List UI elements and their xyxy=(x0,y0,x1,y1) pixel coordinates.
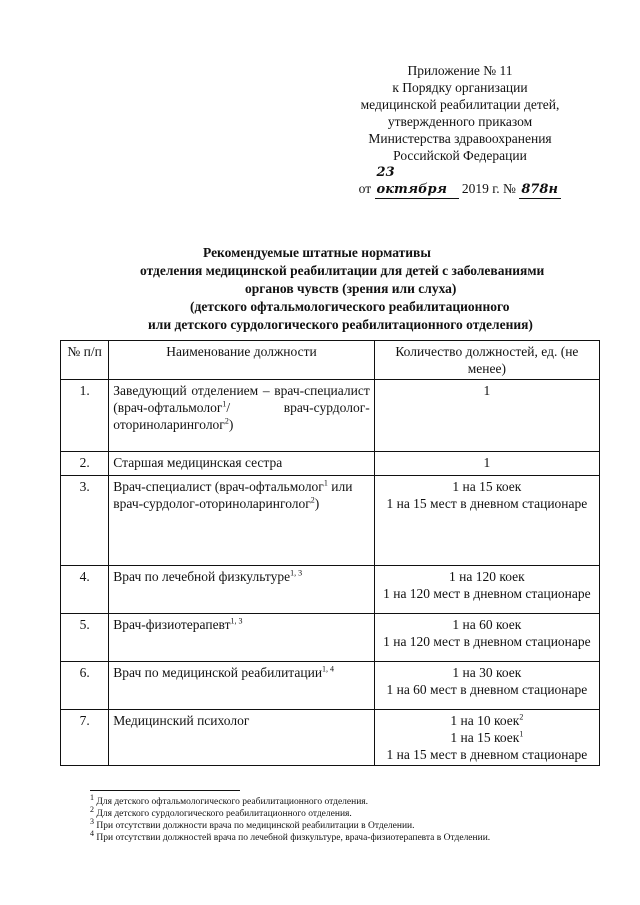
position-quantity xyxy=(374,380,599,452)
footnote-item xyxy=(90,792,610,808)
quantity-line xyxy=(379,664,595,681)
quantity-text: 1 xyxy=(483,383,491,398)
footnote-text: При отсутствии должности врача по медицинской реабилитации в Отделении. xyxy=(94,821,415,831)
quantity-line xyxy=(379,454,595,471)
quantity-text: 1 на 120 мест в дневном стационаре xyxy=(383,634,591,649)
quantity-text: 1 на 60 мест в дневном стационаре xyxy=(386,682,588,697)
date-year: 2019 г. № xyxy=(461,181,516,196)
footnote-text: Для детского сурдологического реабилитационного отделения. xyxy=(94,809,352,819)
title-line: или детского сурдологического реабилитационного отделения) xyxy=(148,317,533,332)
footnote-ref: 1, 3 xyxy=(290,568,303,578)
footnote-item xyxy=(90,816,610,832)
footnote-text: Для детского офтальмологического реабилитационного отделения. xyxy=(94,797,369,807)
document-title xyxy=(60,244,620,334)
footnote-mark: 3 xyxy=(90,816,94,826)
table-row xyxy=(61,662,600,710)
table-body xyxy=(61,380,600,766)
quantity-text: 1 на 120 коек xyxy=(449,569,525,584)
quantity-line xyxy=(379,712,595,729)
quantity-line xyxy=(379,729,595,746)
quantity-text: 1 на 15 мест в дневном стационаре xyxy=(386,496,588,511)
quantity-line xyxy=(379,681,595,698)
footnote-ref: 1, 3 xyxy=(230,616,243,626)
position-name-text: Медицинский психолог xyxy=(113,713,250,728)
row-number: 7. xyxy=(61,710,109,766)
quantity-text: 1 на 15 мест в дневном стационаре xyxy=(386,747,588,762)
footnote-ref: 1 xyxy=(323,478,328,488)
quantity-line xyxy=(379,633,595,650)
table-header-row xyxy=(61,341,600,380)
position-name xyxy=(109,614,374,662)
quantity-text: 1 на 10 коек xyxy=(450,713,520,728)
position-name xyxy=(109,476,374,566)
position-name-text: Врач по медицинской реабилитации xyxy=(113,665,323,680)
quantity-text: 1 на 30 коек xyxy=(452,665,522,680)
position-name-text: Врач по лечебной физкультуре xyxy=(113,569,291,584)
table-row xyxy=(61,710,600,766)
handwritten-order-number: 878н xyxy=(519,181,561,199)
quantity-line xyxy=(379,746,595,763)
position-name xyxy=(109,566,374,614)
title-line: отделения медицинской реабилитации для детей с заболеваниями xyxy=(140,263,545,278)
quantity-text: 1 xyxy=(483,455,491,470)
position-name xyxy=(109,380,374,452)
position-quantity xyxy=(374,476,599,566)
position-name-text: Врач-физиотерапевт xyxy=(113,617,231,632)
row-number: 6. xyxy=(61,662,109,710)
row-number: 4. xyxy=(61,566,109,614)
footnote-ref: 1, 4 xyxy=(322,664,335,674)
position-name-text: Старшая медицинская сестра xyxy=(113,455,283,470)
quantity-line xyxy=(379,616,595,633)
footnote-ref: 2 xyxy=(224,416,229,426)
footnote-item xyxy=(90,828,610,844)
footnote-ref: 1 xyxy=(519,729,524,739)
staffing-table xyxy=(60,340,600,766)
position-name-text: ) xyxy=(228,417,234,432)
footnote-text: При отсутствии должностей врача по лечебной физкультуре, врача-физиотерапевта в Отделении. xyxy=(94,833,491,843)
table-row xyxy=(61,614,600,662)
quantity-text: 1 на 120 мест в дневном стационаре xyxy=(383,586,591,601)
position-quantity xyxy=(374,614,599,662)
position-name xyxy=(109,710,374,766)
column-header-position: Наименование должности xyxy=(109,341,374,380)
position-name-text: Заведующий отделением – врач-специалист (врач-офтальмолог xyxy=(113,383,370,415)
document-header xyxy=(330,62,590,199)
header-line: утвержденного приказом xyxy=(387,114,533,129)
quantity-line xyxy=(379,585,595,602)
quantity-line xyxy=(379,495,595,512)
header-line: медицинской реабилитации детей, xyxy=(360,97,560,112)
footnotes xyxy=(90,792,610,844)
quantity-text: 1 на 15 коек xyxy=(450,730,520,745)
footnote-ref: 2 xyxy=(519,712,524,722)
row-number: 1. xyxy=(61,380,109,452)
footnote-item xyxy=(90,804,610,820)
row-number: 3. xyxy=(61,476,109,566)
row-number: 5. xyxy=(61,614,109,662)
footnote-divider xyxy=(90,790,240,791)
position-quantity xyxy=(374,710,599,766)
position-name-text: / врач-сурдолог-оториноларинголог xyxy=(113,400,370,432)
table-row xyxy=(61,380,600,452)
quantity-text: 1 на 15 коек xyxy=(452,479,522,494)
header-line: к Порядку организации xyxy=(392,80,528,95)
position-name-text: или врач-сурдолог-оториноларинголог xyxy=(113,479,353,511)
title-line: Рекомендуемые штатные нормативы xyxy=(203,245,431,260)
footnote-mark: 2 xyxy=(90,804,94,814)
table-row xyxy=(61,566,600,614)
position-quantity xyxy=(374,452,599,476)
title-line: (детского офтальмологического реабилитационного xyxy=(190,299,510,314)
position-name-text: ) xyxy=(314,496,320,511)
header-line: Министерства здравоохранения xyxy=(368,131,552,146)
table-row xyxy=(61,476,600,566)
quantity-line xyxy=(379,478,595,495)
quantity-text: 1 на 60 коек xyxy=(452,617,522,632)
date-prefix: от xyxy=(358,181,372,196)
header-line: Российской Федерации xyxy=(393,148,527,163)
appendix-number: Приложение № 11 xyxy=(407,63,513,78)
column-header-quantity: Количество должностей, ед. (не менее) xyxy=(374,341,599,380)
footnote-mark: 1 xyxy=(90,792,94,802)
position-name-text: Врач-специалист (врач-офтальмолог xyxy=(113,479,324,494)
footnote-ref: 1 xyxy=(222,399,227,409)
footnote-mark: 4 xyxy=(90,828,94,838)
table-row xyxy=(61,452,600,476)
position-name xyxy=(109,662,374,710)
footnote-ref: 2 xyxy=(310,495,315,505)
position-quantity xyxy=(374,662,599,710)
position-name xyxy=(109,452,374,476)
row-number: 2. xyxy=(61,452,109,476)
title-line: органов чувств (зрения или слуха) xyxy=(245,281,457,296)
quantity-line xyxy=(379,568,595,585)
quantity-line xyxy=(379,382,595,399)
order-date-line xyxy=(330,164,590,199)
position-quantity xyxy=(374,566,599,614)
column-header-number: № п/п xyxy=(61,341,109,380)
handwritten-date: 23 октября xyxy=(375,164,459,199)
